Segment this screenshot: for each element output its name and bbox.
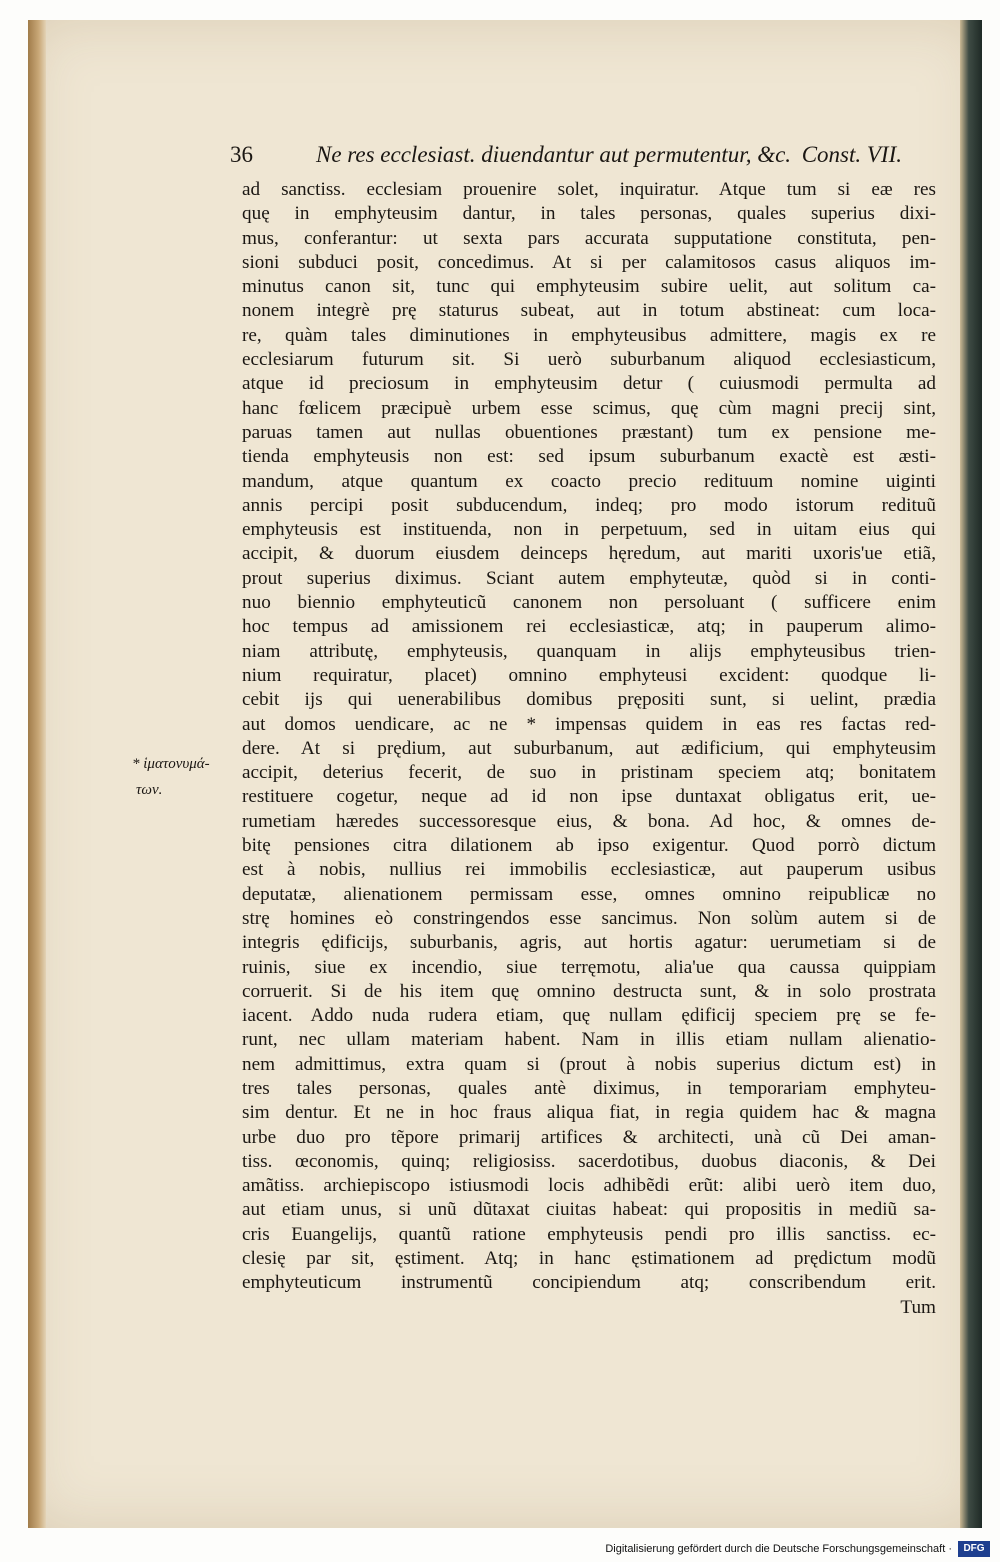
footer-credit: Digitalisierung gefördert durch die Deutsche Forschungsgemeinschaft · bbox=[605, 1543, 952, 1555]
text-line: mus, conferantur: ut sexta pars accurata supputatione constituta, pen- bbox=[242, 227, 936, 249]
text-line: tiss. œconomis, quinq; religiosiss. sacerdotibus, duobus diaconis, & Dei bbox=[242, 1150, 936, 1172]
text-line: minutus canon sit, tunc qui emphyteusim subire uelit, aut solitum ca- bbox=[242, 276, 936, 298]
text-line: est à nobis, nullius rei immobilis ecclesiasticæ, aut pauperum usibus bbox=[242, 859, 936, 881]
text-line: paruas tamen aut nullas obuentiones præstant) tum ex pensione me- bbox=[242, 421, 936, 443]
text-line: clesię par sit, ęstiment. Atq; in hanc ęstimationem ad prędictum modũ bbox=[242, 1248, 936, 1270]
body-text bbox=[242, 178, 936, 1320]
text-line: atque id preciosum in emphyteusim detur ( cuiusmodi permulta ad bbox=[242, 373, 936, 395]
text-line: integris ędificijs, suburbanis, agris, aut hortis agatur: uerumetiam si de bbox=[242, 932, 936, 954]
footer bbox=[0, 1532, 1000, 1562]
text-line: tienda emphyteusis non est: sed ipsum suburbanum exactè est æsti- bbox=[242, 446, 936, 468]
text-line: iacent. Addo nuda rudera etiam, quę nullam ędificij speciem prę se fe- bbox=[242, 1005, 936, 1027]
text-line: runt, nec ullam materiam habent. Nam in illis etiam nullam alienatio- bbox=[242, 1029, 936, 1051]
running-head-constitution: Const. VII. bbox=[801, 142, 902, 167]
text-line: aut domos uendicare, ac ne * impensas quidem in eas res factas red- bbox=[242, 713, 936, 735]
text-line: nem admittimus, extra quam si (prout à nobis superius dictum est) in bbox=[242, 1053, 936, 1075]
margin-note: * ἱματονυμά- bbox=[132, 756, 210, 772]
text-line: rumetiam hæredes successoresque eius, & bona. Ad hoc, & omnes de- bbox=[242, 810, 936, 832]
text-line: hanc fœlicem præcipuè urbem esse scimus, quę cùm magni precij sint, bbox=[242, 397, 936, 419]
text-line: nonem integrè prę staturus subeat, aut in totum abstineat: cum loca- bbox=[242, 300, 936, 322]
text-line: ruinis, siue ex incendio, siue terręmotu, alia'ue qua caussa quippiam bbox=[242, 956, 936, 978]
text-line: cebit ijs qui uenerabilibus domibus prępositi sunt, si uelint, prædia bbox=[242, 689, 936, 711]
text-line: corruerit. Si de his item quę omnino destructa sunt, & in solo prostrata bbox=[242, 980, 936, 1002]
text-line: dere. At si prędium, aut suburbanum, aut ædificium, qui emphyteusim bbox=[242, 737, 936, 759]
catchword: Tum bbox=[900, 1296, 936, 1318]
text-line: amãtiss. archiepiscopo istiusmodi locis adhibẽdi erũt: alibi uerò item duo, bbox=[242, 1175, 936, 1197]
text-line: hoc tempus ad amissionem rei ecclesiasticæ, atq; in pauperum alimo- bbox=[242, 616, 936, 638]
text-line: annis percipi posit subducendum, indeq; pro modo istorum redituũ bbox=[242, 494, 936, 516]
text-line: prout superius diximus. Sciant autem emphyteutæ, quòd si in conti- bbox=[242, 567, 936, 589]
page-number: 36 bbox=[230, 142, 253, 167]
text-line: nium requiratur, placet) omnino emphyteusi excident: quodque li- bbox=[242, 664, 936, 686]
text-line: sioni subduci posit, concedimus. At si per calamitosos casus aliquos im- bbox=[242, 251, 936, 273]
text-line: accipit, & duorum eiusdem deinceps hęredum, aut mariti uxoris'ue etiã, bbox=[242, 543, 936, 565]
margin-note: των. bbox=[136, 782, 163, 798]
text-line: cris Euangelijs, quantũ ratione emphyteusis pendi pro illis sanctiss. ec- bbox=[242, 1223, 936, 1245]
text-line: emphyteuticum instrumentũ concipiendum atq; conscribendum erit. bbox=[242, 1272, 936, 1294]
book-cover-edge bbox=[960, 20, 982, 1528]
text-line: urbe duo pro tẽpore primarij artifices & architecti, unà cũ Dei aman- bbox=[242, 1126, 936, 1148]
dfg-logo: DFG bbox=[958, 1541, 990, 1557]
text-line: nuo biennio emphyteuticũ canonem non persoluant ( sufficere enim bbox=[242, 592, 936, 614]
text-line: ecclesiarum futurum sit. Si uerò suburbanum aliquod ecclesiasticum, bbox=[242, 349, 936, 371]
text-line: quę in emphyteusim dantur, in tales personas, quales superius dixi- bbox=[242, 203, 936, 225]
text-line: strę homines eò constringendos esse sancimus. Non solùm autem si de bbox=[242, 907, 936, 929]
text-line: niam attributę, emphyteusis, quanquam in alijs emphyteusibus trien- bbox=[242, 640, 936, 662]
text-line: deputatæ, alienationem permissam esse, omnes omnino reipublicæ no bbox=[242, 883, 936, 905]
text-line: restituere cogetur, neque ad id non ipse duntaxat obligatus erit, ue- bbox=[242, 786, 936, 808]
text-line: ad sanctiss. ecclesiam prouenire solet, inquiratur. Atque tum si eæ res bbox=[242, 179, 936, 200]
running-head-title: Ne res ecclesiast. diuendantur aut permutentur, &c. bbox=[316, 142, 792, 167]
text-line: emphyteusis est instituenda, non in perpetuum, sed in uitam eius qui bbox=[242, 519, 936, 541]
text-line: mandum, atque quantum ex coacto precio redituum nomine uiginti bbox=[242, 470, 936, 492]
text-line: tres tales personas, quales antè diximus, in temporariam emphyteu- bbox=[242, 1077, 936, 1099]
page-edge-left bbox=[28, 20, 46, 1528]
running-head bbox=[230, 142, 902, 176]
text-line: aut etiam unus, si unũ dũtaxat ciuitas habeat: qui propositis in mediũ sa- bbox=[242, 1199, 936, 1221]
text-line: sim dentur. Et ne in hoc fraus aliqua fiat, in regia quidem hac & magna bbox=[242, 1102, 936, 1124]
text-line: bitę pensiones citra dilationem ab ipso exigentur. Quod porrò dictum bbox=[242, 835, 936, 857]
text-line: re, quàm tales diminutiones in emphyteusibus admittere, magis ex re bbox=[242, 324, 936, 346]
text-line: accipit, deterius fecerit, de suo in pristinam speciem atq; bonitatem bbox=[242, 762, 936, 784]
